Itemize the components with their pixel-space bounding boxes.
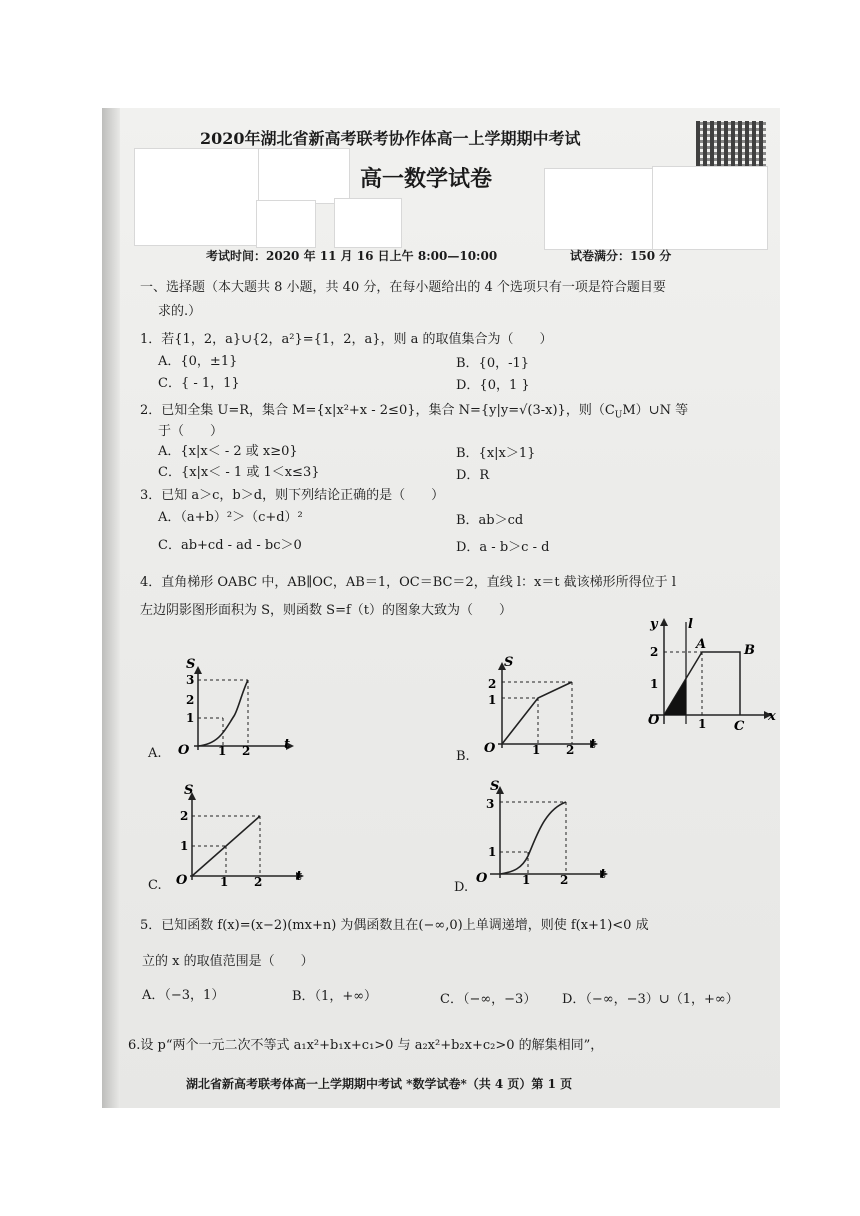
- redaction-block: [256, 200, 316, 248]
- q1-option-a: A．{0，±1}: [158, 354, 238, 369]
- tick-t2: 2: [566, 743, 575, 756]
- q3-option-d: D．a - b＞c - d: [456, 540, 550, 555]
- q1-option-d: D．{0，1 }: [456, 378, 530, 393]
- curve: [500, 802, 566, 874]
- q2-option-d: D．R: [456, 468, 490, 483]
- t-label: t: [284, 737, 291, 752]
- q2-option-b: B．{x|x＞1}: [456, 446, 536, 461]
- fig-tick-1: 1: [650, 677, 659, 691]
- redaction-block: [334, 198, 402, 248]
- section-heading: 一、选择题（本大题共 8 小题，共 40 分，在每小题给出的 4 个选项只有一项是符合题目要: [140, 280, 666, 295]
- q2-subscript: U: [614, 410, 623, 421]
- tick-t1: 1: [220, 875, 229, 886]
- exam-title: 2020年湖北省新高考联考协作体高一上学期期中考试: [200, 129, 581, 148]
- q5-stem-cont: 立的 x 的取值范围是（ ）: [142, 954, 314, 969]
- q3-option-b: B．ab＞cd: [456, 513, 524, 528]
- q4-stem-cont: 左边阴影图形面积为 S，则函数 S=f（t）的图象大致为（ ）: [140, 603, 513, 618]
- fig-b-label: B: [744, 643, 755, 658]
- t-label: t: [600, 867, 607, 882]
- q2-stem-end: M）∪N 等: [622, 403, 689, 418]
- tick-3: 3: [186, 673, 195, 687]
- fig-c-label: C: [734, 719, 745, 732]
- q5-option-d: D．（−∞，−3）∪（1，+∞）: [562, 992, 739, 1007]
- tick-2: 2: [180, 809, 189, 823]
- fig-x-label: x: [768, 709, 776, 724]
- graph-c: [168, 780, 308, 886]
- graph-a-label: A.: [148, 746, 162, 761]
- s-label: S: [184, 783, 194, 798]
- curve: [502, 682, 572, 744]
- subject-title: 高一数学试卷: [360, 166, 493, 192]
- tick-t2: 2: [254, 875, 263, 886]
- s-label: S: [504, 655, 514, 670]
- origin-label: O: [476, 871, 488, 886]
- redaction-block: [134, 148, 262, 246]
- page-footer: 湖北省新高考联考体高一上学期期中考试 *数学试卷*（共 4 页）第 1 页: [186, 1077, 573, 1091]
- graph-a: [168, 656, 298, 756]
- redaction-block: [652, 166, 768, 250]
- fig-tick-x1: 1: [698, 717, 707, 731]
- redaction-block: [258, 148, 350, 204]
- exam-time: 考试时间：2020 年 11 月 16 日上午 8:00—10:00: [206, 249, 498, 263]
- q2-option-c: C．{x|x＜ - 1 或 1＜x≤3}: [158, 465, 320, 480]
- graph-d-label: D.: [454, 880, 469, 895]
- s-label: S: [186, 657, 196, 672]
- section-heading-cont: 求的.）: [158, 304, 202, 319]
- full-score: 试卷满分：150 分: [570, 249, 672, 263]
- q2-stem-cont: 于（ ）: [158, 424, 224, 439]
- tick-t1: 1: [218, 744, 227, 756]
- q1-stem: 1．若{1，2，a}∪{2，a²}={1，2，a}，则 a 的取值集合为（ ）: [140, 332, 553, 347]
- fig-o-label: O: [648, 713, 660, 728]
- tick-t1: 1: [522, 873, 531, 886]
- q1-option-c: C．{ - 1，1}: [158, 376, 240, 391]
- tick-1: 1: [186, 711, 195, 725]
- trapezoid-figure: [640, 612, 780, 732]
- qr-code-icon: [696, 121, 766, 167]
- q4-stem: 4．直角梯形 OABC 中，AB∥OC，AB＝1，OC＝BC＝2，直线 l：x＝t 截该梯形所得位于 l: [140, 575, 676, 590]
- q5-option-b: B．（1，+∞）: [292, 989, 378, 1004]
- q5-option-c: C．（−∞，−3）: [440, 992, 537, 1007]
- graph-c-label: C.: [148, 878, 162, 893]
- origin-label: O: [176, 873, 188, 886]
- tick-2: 2: [186, 693, 195, 707]
- q1-option-b: B．{0，-1}: [456, 356, 530, 371]
- s-label: S: [490, 779, 500, 794]
- tick-t1: 1: [532, 743, 541, 756]
- graph-b: [476, 652, 606, 756]
- graph-d: [474, 776, 614, 886]
- tick-t2: 2: [242, 744, 251, 756]
- q3-stem: 3．已知 a＞c，b＞d，则下列结论正确的是（ ）: [140, 488, 445, 503]
- tick-t2: 2: [560, 873, 569, 886]
- q5-stem: 5．已知函数 f(x)=(x−2)(mx+n) 为偶函数且在(−∞,0)上单调递增，则使 f(x+1)<0 成: [140, 918, 649, 933]
- fig-a-label: A: [696, 637, 707, 652]
- redaction-block: [544, 168, 654, 250]
- fig-tick-2: 2: [650, 645, 659, 659]
- tick-3: 3: [486, 797, 495, 811]
- tick-1: 1: [488, 845, 497, 859]
- fig-y-label: y: [650, 617, 658, 632]
- q2-stem: [140, 403, 688, 424]
- q2-stem-text: 2．已知全集 U=R，集合 M={x|x²+x - 2≤0}，集合 N={y|y=√(3-x)}，则（C: [140, 403, 615, 418]
- origin-label: O: [178, 743, 190, 756]
- q3-option-a: A．（a+b）²＞（c+d）²: [158, 510, 303, 525]
- q5-option-a: A．（−3，1）: [142, 988, 225, 1003]
- tick-1: 1: [488, 693, 497, 707]
- t-label: t: [590, 737, 597, 752]
- y-axis-arrow-icon: [660, 618, 668, 626]
- tick-2: 2: [488, 677, 497, 691]
- q6-stem: 6.设 p“两个一元二次不等式 a₁x²+b₁x+c₁>0 与 a₂x²+b₂x+c₂>0 的解集相同”，: [128, 1038, 604, 1053]
- q2-option-a: A．{x|x＜ - 2 或 x≥0}: [158, 444, 298, 459]
- fig-l-label: l: [688, 617, 693, 632]
- graph-b-label: B.: [456, 749, 470, 764]
- origin-label: O: [484, 741, 496, 756]
- q3-option-c: C．ab+cd - ad - bc＞0: [158, 538, 302, 553]
- tick-1: 1: [180, 839, 189, 853]
- t-label: t: [296, 869, 303, 884]
